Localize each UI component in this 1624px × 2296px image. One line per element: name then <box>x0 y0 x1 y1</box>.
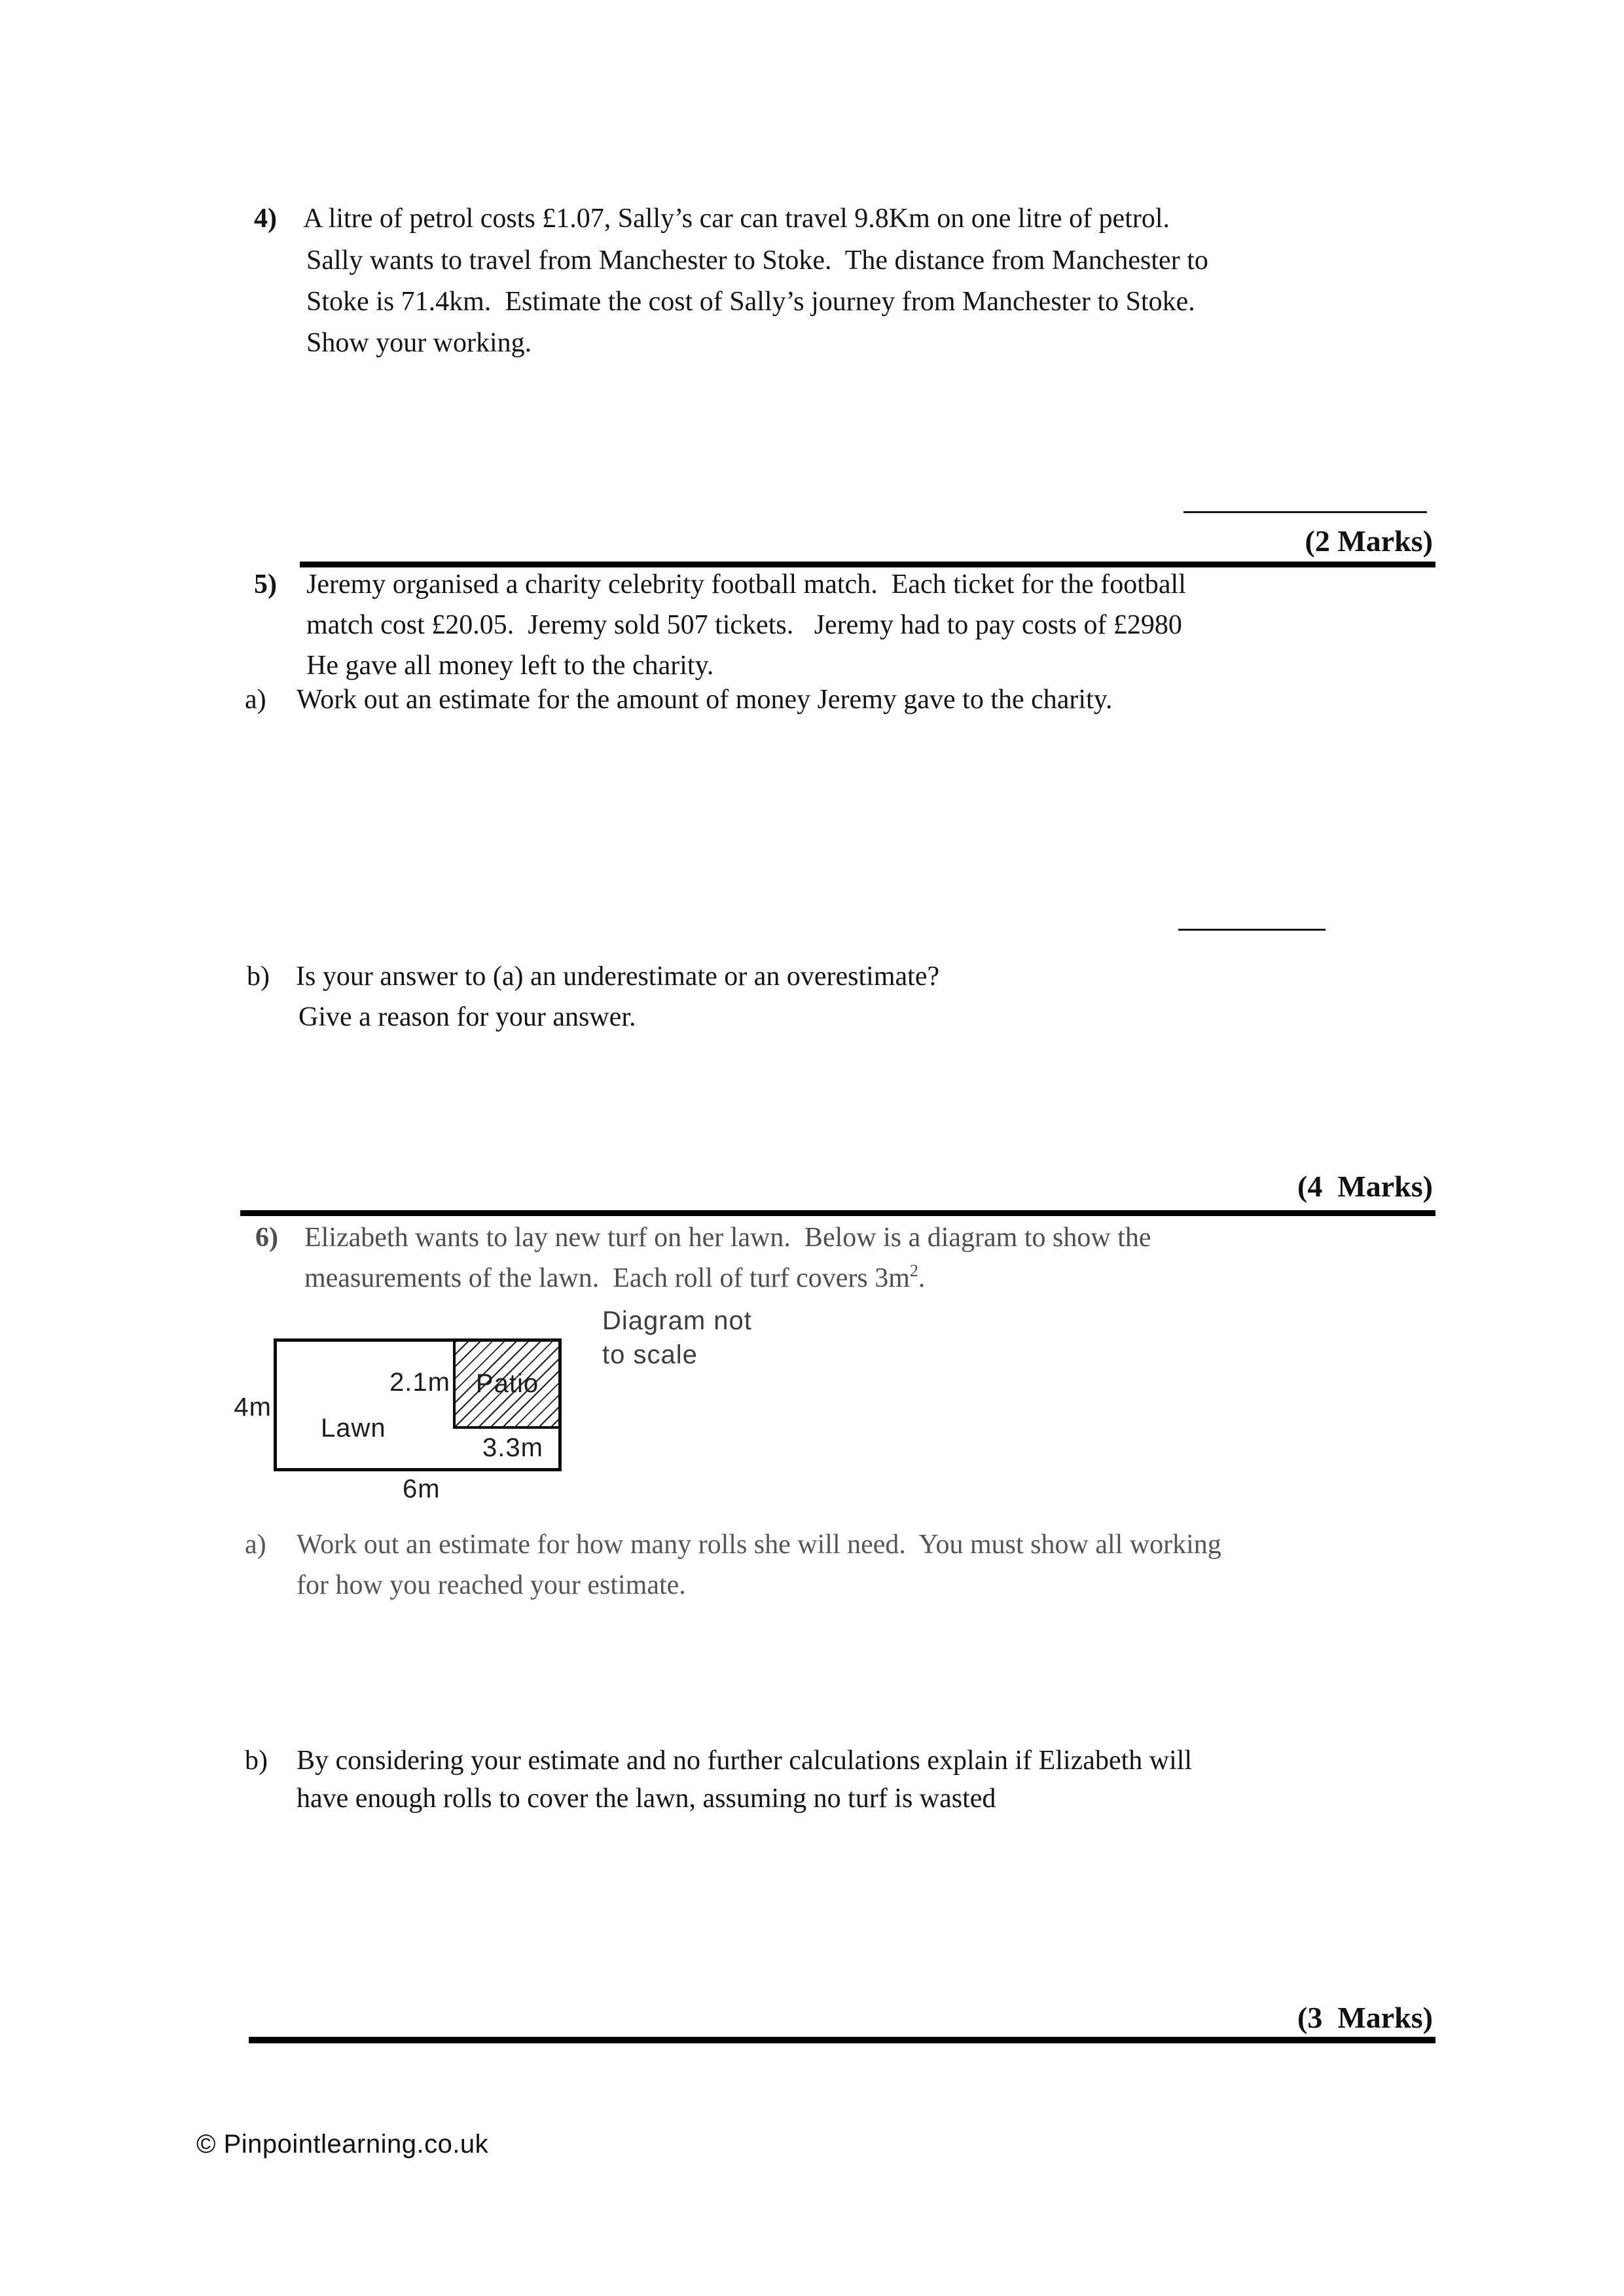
question-5-line-3: He gave all money left to the charity. <box>306 651 714 681</box>
diagram-note-line-2: to scale <box>602 1340 698 1369</box>
question-5-line-1: Jeremy organised a charity celebrity football match. Each ticket for the football <box>306 569 1186 600</box>
question-6-number: 6) <box>255 1223 278 1253</box>
patio-rectangle <box>453 1338 562 1429</box>
question-6-line-2-period: . <box>918 1263 926 1293</box>
patio-width-label: 3.3m <box>482 1433 543 1462</box>
question-5-number: 5) <box>254 569 277 600</box>
question-6b-line-1: By considering your estimate and no further calculations explain if Elizabeth will <box>297 1746 1193 1776</box>
lawn-width-label: 6m <box>403 1475 441 1503</box>
patio-label: Patio <box>475 1369 539 1398</box>
marks-label-q4: (2 Marks) <box>1305 524 1433 558</box>
question-6a-label: a) <box>245 1530 266 1560</box>
question-6b-label: b) <box>245 1746 268 1776</box>
question-5a-label: a) <box>245 685 266 715</box>
question-6b-line-2: have enough rolls to cover the lawn, assuming no turf is wasted <box>297 1784 996 1814</box>
question-6a-line-2: for how you reached your estimate. <box>297 1570 686 1600</box>
lawn-label: Lawn <box>321 1414 386 1443</box>
marks-label-q5: (4 Marks) <box>1297 1170 1433 1203</box>
copyright-text: © Pinpointlearning.co.uk <box>196 2130 489 2159</box>
squared-superscript: 2 <box>909 1261 918 1280</box>
section-divider-2 <box>240 1210 1435 1216</box>
question-6-line-2-text: measurements of the lawn. Each roll of turf covers 3m <box>304 1263 910 1293</box>
question-6-line-1: Elizabeth wants to lay new turf on her lawn. Below is a diagram to show the <box>304 1223 1151 1253</box>
question-5b-line-1: Is your answer to (a) an underestimate or an overestimate? <box>296 961 940 992</box>
question-6-line-2 <box>304 1261 926 1293</box>
diagram-note-line-1: Diagram not <box>602 1306 752 1335</box>
question-4-line-4: Show your working. <box>306 328 532 358</box>
marks-label-q6: (3 Marks) <box>1297 2001 1433 2034</box>
question-4-line-3: Stoke is 71.4km. Estimate the cost of Sally’s journey from Manchester to Stoke. <box>306 287 1195 317</box>
question-6a-line-1: Work out an estimate for how many rolls she will need. You must show all working <box>297 1530 1221 1560</box>
lawn-height-label: 4m <box>234 1393 272 1422</box>
answer-line-q4 <box>1183 511 1427 513</box>
question-5a-text: Work out an estimate for the amount of money Jeremy gave to the charity. <box>297 685 1113 715</box>
question-4-line-2: Sally wants to travel from Manchester to Stoke. The distance from Manchester to <box>306 245 1208 276</box>
question-4-number: 4) <box>254 204 277 234</box>
question-5b-label: b) <box>247 961 270 992</box>
section-divider-1 <box>300 562 1435 567</box>
question-5-line-2: match cost £20.05. Jeremy sold 507 tickets. Jeremy had to pay costs of £2980 <box>306 610 1182 640</box>
question-4-line-1: A litre of petrol costs £1.07, Sally’s car can travel 9.8Km on one litre of petrol. <box>298 204 1170 234</box>
section-divider-3 <box>249 2037 1435 2043</box>
answer-line-q5a <box>1178 929 1326 931</box>
question-5b-line-2: Give a reason for your answer. <box>298 1002 636 1032</box>
patio-height-label: 2.1m <box>389 1368 450 1397</box>
